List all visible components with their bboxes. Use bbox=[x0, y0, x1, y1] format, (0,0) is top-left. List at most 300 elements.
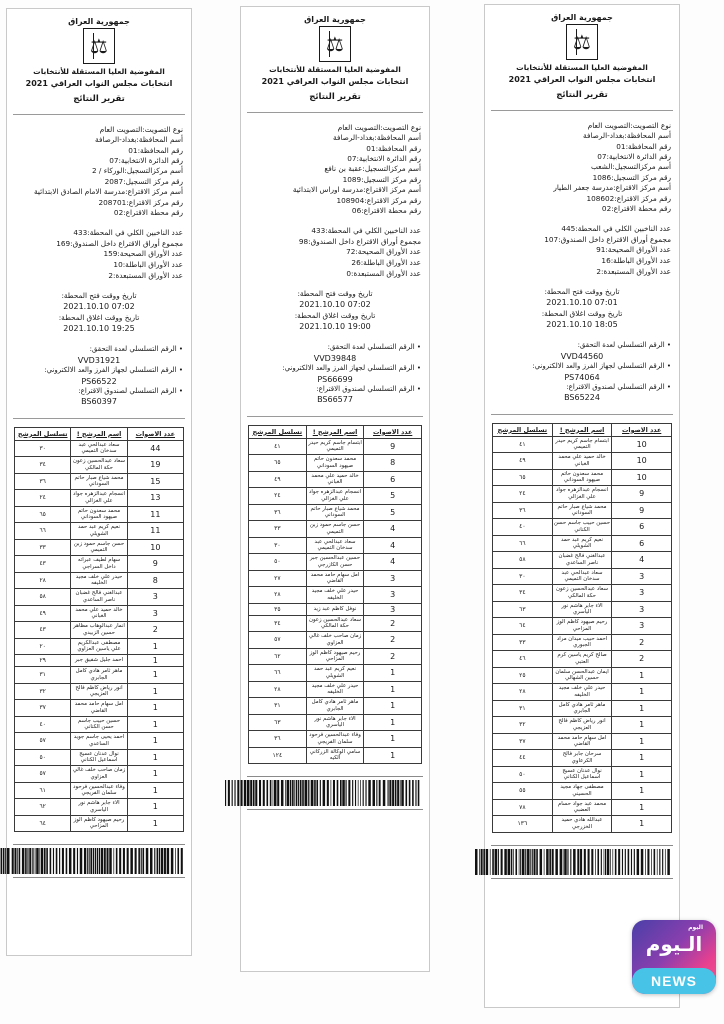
candidate-sequence: ٢٨ bbox=[249, 587, 307, 604]
candidate-sequence: ٢٨ bbox=[493, 684, 553, 701]
candidates-table-wrap bbox=[7, 423, 191, 839]
candidate-sequence: ٥٧ bbox=[15, 733, 71, 750]
candidate-votes: 8 bbox=[364, 455, 422, 472]
ballot-counts bbox=[485, 216, 679, 279]
table-row bbox=[15, 749, 184, 766]
candidate-name: حيدر علي خلف مجيد الخليفه bbox=[306, 681, 364, 698]
station-info-line-7: رقم مركز الاقتراع:208701 bbox=[98, 197, 183, 207]
country-header: جمهورية العراق bbox=[68, 17, 130, 26]
station-info-line-6: أسم مركز الاقتراع:مدرسة الامام الصادق الابتدائية bbox=[33, 187, 183, 197]
candidate-name: امل سهام حامد محمد القاضي bbox=[306, 570, 364, 587]
candidate-name: ابتسام جاسم كريم حيدر التميمي bbox=[306, 438, 364, 455]
commission-name: المفوضية العليا المستقلة للأنتخابات bbox=[516, 63, 648, 72]
candidate-sequence: ٣٤ bbox=[493, 585, 553, 602]
candidate-sequence: ٣٠ bbox=[493, 568, 553, 585]
table-row bbox=[15, 523, 184, 540]
table-header-row bbox=[15, 427, 184, 440]
candidate-sequence: ٤١ bbox=[493, 436, 553, 453]
sheet-header bbox=[7, 9, 191, 110]
candidate-name: عبدالله هادي حميد الخزرجي bbox=[552, 816, 612, 833]
count-line-3: عدد الأوراق الباطلة:16 bbox=[601, 255, 671, 265]
candidate-sequence: ٤٩ bbox=[493, 453, 553, 470]
count-line-4: عدد الأوراق المستبعدة:2 bbox=[596, 266, 671, 276]
candidate-name: محمد سعدون حاتم صيهود السوداني bbox=[552, 469, 612, 486]
open-time-label: تاريخ ووقت فتح المحطة: bbox=[61, 291, 137, 301]
barcode-bottom-rule bbox=[13, 877, 185, 878]
column-header-votes: عدد الاصوات bbox=[612, 423, 672, 436]
election-title: انتخابات مجلس النواب العراقي 2021 bbox=[25, 79, 173, 88]
candidate-sequence: ٣١ bbox=[249, 698, 307, 715]
candidate-name: محمد شياع صبار حاتم السوداني bbox=[306, 504, 364, 521]
serial-verify-label: • الرقم التسلسلي لعدة التحقق: bbox=[327, 342, 421, 351]
candidate-name: زمان صاحب خلف غالي العزاوي bbox=[306, 632, 364, 649]
candidate-name: صالح كريم ياسين كرم العتبي bbox=[552, 651, 612, 668]
table-row bbox=[15, 733, 184, 750]
candidate-votes: 1 bbox=[364, 747, 422, 764]
candidate-votes: 1 bbox=[127, 749, 183, 766]
table-row bbox=[15, 799, 184, 816]
candidate-name: سعاد عبدالحي عبد سدخان التميمي bbox=[71, 440, 127, 457]
station-info-line-3: رقم الدائرة الانتخابية:07 bbox=[597, 152, 671, 162]
barcode-area bbox=[7, 838, 191, 888]
candidate-sequence: ٦٢ bbox=[15, 799, 71, 816]
candidate-name: سعاد عبدالحسين زعون حكة المالكي bbox=[306, 615, 364, 632]
candidate-votes: 1 bbox=[612, 783, 672, 800]
count-line-1: مجموع أوراق الاقتراع داخل الصندوق:98 bbox=[298, 236, 421, 246]
candidate-name: رحيم صيهود كاظم الوز المزاحي bbox=[552, 618, 612, 635]
close-time-value: 2021.10.10 19:00 bbox=[299, 322, 371, 332]
candidate-sequence: ٣٣ bbox=[15, 539, 71, 556]
serial-divider bbox=[13, 418, 185, 419]
candidate-name: سعاد عبدالحسين زعون حكة المالكي bbox=[552, 585, 612, 602]
barcode-top-rule bbox=[13, 844, 185, 845]
candidate-votes: 3 bbox=[364, 603, 422, 615]
table-row bbox=[493, 552, 672, 569]
station-info bbox=[7, 119, 191, 220]
candidate-name: عبدالغني فالح غضبان ناصر الساعدي bbox=[71, 589, 127, 606]
commission-name: المفوضية العليا المستقلة للأنتخابات bbox=[33, 67, 165, 76]
candidate-votes: 1 bbox=[127, 815, 183, 832]
candidate-votes: 1 bbox=[612, 717, 672, 734]
candidate-sequence: ٦١ bbox=[15, 782, 71, 799]
count-line-1: مجموع أوراق الاقتراع داخل الصندوق:107 bbox=[544, 234, 671, 244]
serial-device-value: PS74064 bbox=[564, 372, 600, 382]
table-row bbox=[15, 556, 184, 573]
close-time-label: تاريخ ووقت اغلاق المحطة: bbox=[541, 308, 623, 318]
candidate-votes: 3 bbox=[612, 601, 672, 618]
candidate-name: ابتسام جاسم كريم حيدر التميمي bbox=[552, 436, 612, 453]
candidate-votes: 2 bbox=[612, 651, 672, 668]
candidate-sequence: ٤٣ bbox=[15, 556, 71, 573]
count-line-3: عدد الأوراق الباطلة:10 bbox=[113, 259, 183, 269]
close-time-label: تاريخ ووقت اغلاق المحطة: bbox=[294, 310, 376, 320]
station-info bbox=[485, 115, 679, 216]
candidate-sequence: ٦٥ bbox=[493, 469, 553, 486]
serial-box-value: BS65224 bbox=[564, 393, 600, 403]
candidate-votes: 1 bbox=[127, 766, 183, 783]
candidate-name: سعاد عبدالحي عبد سدخان التميمي bbox=[552, 568, 612, 585]
station-info-line-8: رقم محطة الاقتراع:02 bbox=[601, 203, 671, 213]
count-line-4: عدد الأوراق المستبعدة:2 bbox=[108, 270, 183, 280]
table-row bbox=[15, 622, 184, 639]
table-row bbox=[493, 717, 672, 734]
candidate-votes: 6 bbox=[364, 471, 422, 488]
logo-bottom bbox=[632, 968, 716, 994]
report-title: تقرير النتائج bbox=[309, 92, 361, 102]
candidate-votes: 1 bbox=[612, 667, 672, 684]
candidate-votes: 10 bbox=[127, 539, 183, 556]
table-row bbox=[15, 506, 184, 523]
table-header-row bbox=[249, 425, 422, 438]
candidate-sequence: ٢٨ bbox=[249, 681, 307, 698]
serial-verify-label: • الرقم التسلسلي لعدة التحقق: bbox=[577, 340, 671, 349]
candidates-table bbox=[492, 423, 672, 833]
ballot-counts bbox=[241, 218, 429, 281]
table-row bbox=[15, 572, 184, 589]
table-row bbox=[249, 521, 422, 538]
count-line-2: عدد الأوراق الصحيحة:72 bbox=[346, 247, 421, 257]
candidate-name: حسن جاسم حمود زبن التميمي bbox=[306, 521, 364, 538]
open-time-label: تاريخ ووقت فتح المحطة: bbox=[297, 289, 373, 299]
candidate-votes: 1 bbox=[127, 799, 183, 816]
candidate-name: سهام لطيف عبراته داخل السراجي bbox=[71, 556, 127, 573]
candidate-votes: 3 bbox=[127, 589, 183, 606]
candidate-name: محمد سعدون حاتم صيهود السوداني bbox=[306, 455, 364, 472]
right-barcode bbox=[491, 849, 673, 875]
candidate-name: سعاد عبدالحسين زعون حكة المالكي bbox=[71, 457, 127, 474]
candidate-name: امل سهام حامد محمد القاضي bbox=[71, 700, 127, 717]
country-header: جمهورية العراق bbox=[551, 13, 613, 22]
serial-box-value: BS60397 bbox=[81, 397, 117, 407]
candidate-sequence: ٢٥ bbox=[493, 667, 553, 684]
column-header-name: اسم المرشح ! bbox=[552, 423, 612, 436]
candidate-votes: 2 bbox=[612, 634, 672, 651]
count-line-4: عدد الأوراق المستبعدة:0 bbox=[346, 268, 421, 278]
table-row bbox=[493, 651, 672, 668]
station-info-line-3: رقم الدائرة الانتخابية:07 bbox=[109, 156, 183, 166]
candidate-sequence: ٣٧ bbox=[493, 733, 553, 750]
count-line-2: عدد الأوراق الصحيحة:159 bbox=[103, 249, 183, 259]
station-times bbox=[485, 279, 679, 335]
candidates-table bbox=[248, 425, 422, 765]
table-row bbox=[493, 535, 672, 552]
candidate-name: حسين عبدالحسين جبر حسن الكازرجي bbox=[306, 554, 364, 571]
candidate-sequence: ٤٩ bbox=[249, 471, 307, 488]
count-line-0: عدد الناخبين الكلي في المحطة:445 bbox=[561, 224, 671, 234]
serial-box-label: • الرقم التسلسلي لصندوق الاقتراع: bbox=[316, 384, 421, 393]
count-line-3: عدد الأوراق الباطلة:26 bbox=[351, 257, 421, 267]
candidate-name: وفاء عبدالحسين فرحود سلمان الفريجي bbox=[71, 782, 127, 799]
candidate-votes: 1 bbox=[364, 714, 422, 731]
table-row bbox=[249, 587, 422, 604]
candidate-votes: 9 bbox=[612, 502, 672, 519]
candidate-sequence: ٤٦ bbox=[493, 651, 553, 668]
station-info-line-1: أسم المحافظة:بغداد-الرصافة bbox=[583, 131, 671, 141]
candidate-votes: 2 bbox=[364, 615, 422, 632]
count-line-0: عدد الناخبين الكلي في المحطة:433 bbox=[311, 226, 421, 236]
table-row bbox=[15, 638, 184, 655]
station-info-line-6: أسم مركز الاقتراع:مدرسة جعفر الطيار bbox=[553, 183, 671, 193]
candidate-votes: 9 bbox=[127, 556, 183, 573]
table-row bbox=[249, 747, 422, 764]
table-row bbox=[493, 519, 672, 536]
candidate-sequence: ٧٨ bbox=[493, 799, 553, 816]
barcode-bottom-rule bbox=[491, 878, 673, 879]
sheet-header bbox=[241, 7, 429, 108]
iraq-emblem-icon bbox=[319, 26, 351, 62]
station-info-line-7: رقم مركز الاقتراع:108904 bbox=[336, 195, 421, 205]
candidate-sequence: ٣١ bbox=[15, 667, 71, 684]
station-info-line-5: رقم مركز التسجيل:1089 bbox=[342, 174, 421, 184]
candidate-name: وفاء عبدالحسين فرحود سلمان الفريجي bbox=[306, 731, 364, 748]
candidate-votes: 1 bbox=[612, 684, 672, 701]
station-info-line-7: رقم مركز الاقتراع:108602 bbox=[586, 193, 671, 203]
candidate-sequence: ٢٧ bbox=[249, 570, 307, 587]
candidate-votes: 3 bbox=[612, 618, 672, 635]
candidates-table bbox=[14, 427, 184, 833]
table-row bbox=[493, 469, 672, 486]
candidate-name: احمد حبيب ميدان مراد الجبوري bbox=[552, 634, 612, 651]
report-title: تقرير النتائج bbox=[556, 90, 608, 100]
table-row bbox=[15, 539, 184, 556]
table-row bbox=[15, 457, 184, 474]
table-row bbox=[249, 615, 422, 632]
country-header: جمهورية العراق bbox=[304, 15, 366, 24]
table-row bbox=[249, 554, 422, 571]
serial-box-value: BS66577 bbox=[317, 395, 353, 405]
candidate-sequence: ٣٦ bbox=[493, 502, 553, 519]
table-row bbox=[15, 716, 184, 733]
column-header-seq: تسلسل المرشح bbox=[15, 427, 71, 440]
candidate-sequence: ٣٢ bbox=[493, 717, 553, 734]
candidate-name: الاء جابر هاشم نور الياسري bbox=[71, 799, 127, 816]
candidate-sequence: ٣٦ bbox=[249, 504, 307, 521]
table-row bbox=[249, 603, 422, 615]
candidate-votes: 1 bbox=[612, 733, 672, 750]
serial-device-value: PS66522 bbox=[81, 376, 117, 386]
candidate-name: نوال عدنان عسيج اسماعيل الكناني bbox=[71, 749, 127, 766]
table-row bbox=[15, 490, 184, 507]
table-row bbox=[493, 502, 672, 519]
table-row bbox=[493, 667, 672, 684]
candidate-name: امل سهام حامد محمد القاضي bbox=[552, 733, 612, 750]
candidate-sequence: ٢٠ bbox=[15, 638, 71, 655]
table-row bbox=[493, 750, 672, 767]
station-info-line-4: أسم مركزالتسجيل:عقبة بن نافع bbox=[324, 164, 421, 174]
candidate-name: حيدر علي خلف مجيد الخليفه bbox=[71, 572, 127, 589]
logo-small-text: اليوم bbox=[688, 924, 703, 931]
candidate-sequence: ٥٨ bbox=[15, 589, 71, 606]
candidate-votes: 2 bbox=[127, 622, 183, 639]
barcode-area bbox=[241, 770, 429, 820]
iraq-emblem-icon bbox=[566, 24, 598, 60]
candidate-votes: 4 bbox=[612, 552, 672, 569]
table-row bbox=[493, 601, 672, 618]
candidate-name: نعيم كريم عبد حمد الشويلي bbox=[552, 535, 612, 552]
report-title: تقرير النتائج bbox=[73, 94, 125, 104]
candidate-votes: 9 bbox=[364, 438, 422, 455]
station-times bbox=[7, 283, 191, 339]
candidate-votes: 13 bbox=[127, 490, 183, 507]
candidate-sequence: ٢٤ bbox=[249, 488, 307, 505]
column-header-seq: تسلسل المرشح bbox=[493, 423, 553, 436]
emblem-figure: ⚖ bbox=[90, 34, 108, 58]
station-info-line-0: نوع التصويت:التصويت العام bbox=[337, 123, 421, 132]
candidates-table-wrap bbox=[485, 419, 679, 839]
candidate-votes: 1 bbox=[612, 766, 672, 783]
header-divider bbox=[247, 112, 423, 113]
candidate-votes: 6 bbox=[612, 535, 672, 552]
sheet-header bbox=[485, 5, 679, 106]
candidate-votes: 9 bbox=[612, 486, 672, 503]
candidate-name: الاء جابر هاشم نور الياسري bbox=[306, 714, 364, 731]
iraq-emblem-icon bbox=[83, 28, 115, 64]
table-row bbox=[493, 799, 672, 816]
candidate-sequence: ٣٣ bbox=[249, 521, 307, 538]
candidate-sequence: ٥٠ bbox=[15, 749, 71, 766]
candidate-votes: 1 bbox=[127, 655, 183, 667]
candidate-name: انسجام عبدالزهره جواد علي الغزالي bbox=[71, 490, 127, 507]
candidate-name: انسجام عبدالزهره جواد علي الغزالي bbox=[306, 488, 364, 505]
candidate-sequence: ١٣٦ bbox=[493, 816, 553, 833]
table-row bbox=[15, 655, 184, 667]
candidate-name: خالد حميد علي محمد الغباني bbox=[71, 605, 127, 622]
candidate-sequence: ٥٧ bbox=[249, 632, 307, 649]
table-row bbox=[249, 681, 422, 698]
table-row bbox=[493, 733, 672, 750]
candidate-sequence: ٣١ bbox=[493, 700, 553, 717]
table-row bbox=[493, 684, 672, 701]
table-row bbox=[493, 783, 672, 800]
candidate-sequence: ٣٠ bbox=[15, 440, 71, 457]
table-row bbox=[493, 700, 672, 717]
serial-device-value: PS66699 bbox=[317, 374, 353, 384]
barcode-bottom-rule bbox=[247, 809, 423, 810]
table-row bbox=[15, 589, 184, 606]
close-time-value: 2021.10.10 19:25 bbox=[63, 324, 135, 334]
column-header-votes: عدد الاصوات bbox=[364, 425, 422, 438]
middle-barcode bbox=[247, 780, 423, 806]
alyoum-news-logo bbox=[632, 920, 716, 994]
station-info-line-1: أسم المحافظة:بغداد-الرصافة bbox=[333, 133, 421, 143]
candidate-sequence: ٤٠ bbox=[493, 519, 553, 536]
candidates-table-wrap bbox=[241, 421, 429, 771]
table-row bbox=[249, 570, 422, 587]
candidate-votes: 4 bbox=[364, 537, 422, 554]
candidate-sequence: ٤٤ bbox=[493, 750, 553, 767]
candidate-votes: 1 bbox=[127, 683, 183, 700]
candidate-votes: 10 bbox=[612, 436, 672, 453]
candidate-name: نوال عدنان عسيج اسماعيل الكناني bbox=[552, 766, 612, 783]
table-row bbox=[493, 766, 672, 783]
table-row bbox=[493, 453, 672, 470]
candidate-name: حسين حبيب جاسم حسن الكناني bbox=[71, 716, 127, 733]
serial-device-label: • الرقم التسلسلي لجهاز الفرز والعد الالكتروني: bbox=[44, 365, 183, 374]
election-title: انتخابات مجلس النواب العراقي 2021 bbox=[508, 75, 656, 84]
candidate-name: نعيم كريم عبد حمد الشويلي bbox=[306, 665, 364, 682]
station-times bbox=[241, 281, 429, 337]
serial-box-label: • الرقم التسلسلي لصندوق الاقتراع: bbox=[566, 382, 671, 391]
logo-arabic-text: الـيوم bbox=[645, 932, 703, 956]
candidate-votes: 4 bbox=[364, 521, 422, 538]
candidate-votes: 1 bbox=[127, 782, 183, 799]
candidate-sequence: ٦٥ bbox=[15, 506, 71, 523]
station-info-line-4: أسم مركزالتسجيل:الشعب bbox=[590, 162, 671, 172]
table-row bbox=[493, 634, 672, 651]
table-row bbox=[249, 665, 422, 682]
table-row bbox=[493, 568, 672, 585]
table-row bbox=[15, 667, 184, 684]
candidate-sequence: ٣٥ bbox=[249, 603, 307, 615]
serial-verify-label: • الرقم التسلسلي لعدة التحقق: bbox=[89, 344, 183, 353]
table-row bbox=[15, 683, 184, 700]
station-info-line-5: رقم مركز التسجيل:2087 bbox=[104, 176, 183, 186]
barcode-top-rule bbox=[491, 845, 673, 846]
candidate-votes: 3 bbox=[127, 605, 183, 622]
candidate-sequence: ٤٩ bbox=[15, 605, 71, 622]
station-info-line-8: رقم محطة الاقتراع:02 bbox=[113, 207, 183, 217]
candidate-name: نوفل كاظم عبد زيد bbox=[306, 603, 364, 615]
candidate-name: انمار عبدالوهاب مظاهر حسين الزبيدي bbox=[71, 622, 127, 639]
table-row bbox=[249, 698, 422, 715]
table-row bbox=[15, 605, 184, 622]
candidate-votes: 1 bbox=[127, 700, 183, 717]
station-info bbox=[241, 117, 429, 218]
table-row bbox=[15, 700, 184, 717]
candidate-votes: 3 bbox=[612, 585, 672, 602]
header-divider bbox=[13, 114, 185, 115]
candidate-sequence: ٦٦ bbox=[493, 535, 553, 552]
candidate-votes: 1 bbox=[364, 731, 422, 748]
open-time-value: 2021.10.10 07:02 bbox=[63, 302, 135, 312]
candidate-sequence: ٣٣ bbox=[493, 634, 553, 651]
candidate-sequence: ٦٢ bbox=[249, 648, 307, 665]
candidate-sequence: ٢٨ bbox=[15, 572, 71, 589]
table-row bbox=[249, 455, 422, 472]
barcode-top-rule bbox=[247, 776, 423, 777]
candidate-votes: 1 bbox=[612, 799, 672, 816]
candidate-votes: 1 bbox=[364, 698, 422, 715]
station-info-line-0: نوع التصويت:التصويت العام bbox=[99, 125, 183, 134]
candidate-name: محمد عبد جواد حسام العضبي bbox=[552, 799, 612, 816]
candidate-name: مصطفى جهاد مجيد الحسيني bbox=[552, 783, 612, 800]
candidate-name: انور رياض كاظم فالح العزيجي bbox=[552, 717, 612, 734]
candidate-votes: 1 bbox=[127, 667, 183, 684]
station-info-line-8: رقم محطة الاقتراع:06 bbox=[351, 205, 421, 215]
candidate-votes: 1 bbox=[127, 716, 183, 733]
result-sheet-middle bbox=[240, 6, 430, 972]
candidate-votes: 1 bbox=[127, 733, 183, 750]
candidate-votes: 1 bbox=[612, 750, 672, 767]
candidate-name: مصطفى عبدالكريم علي ياسين العزاوي bbox=[71, 638, 127, 655]
candidate-name: حسن جاسم حمود زبن التميمي bbox=[71, 539, 127, 556]
candidate-votes: 15 bbox=[127, 473, 183, 490]
count-line-2: عدد الأوراق الصحيحة:91 bbox=[596, 245, 671, 255]
candidate-sequence: ٥٠ bbox=[249, 554, 307, 571]
table-row bbox=[249, 488, 422, 505]
candidate-votes: 10 bbox=[612, 469, 672, 486]
station-info-line-6: أسم مركز الاقتراع:مدرسة اوراس الابتدائية bbox=[292, 185, 421, 195]
candidate-sequence: ٥٨ bbox=[493, 552, 553, 569]
candidate-votes: 3 bbox=[364, 570, 422, 587]
candidate-votes: 11 bbox=[127, 523, 183, 540]
serial-box-label: • الرقم التسلسلي لصندوق الاقتراع: bbox=[78, 386, 183, 395]
table-row bbox=[493, 585, 672, 602]
commission-name: المفوضية العليا المستقلة للأنتخابات bbox=[269, 65, 401, 74]
candidate-sequence: ٤١ bbox=[249, 438, 307, 455]
candidate-sequence: ٦٣ bbox=[493, 601, 553, 618]
candidate-name: محمد سعدون حاتم صيهود السوداني bbox=[71, 506, 127, 523]
